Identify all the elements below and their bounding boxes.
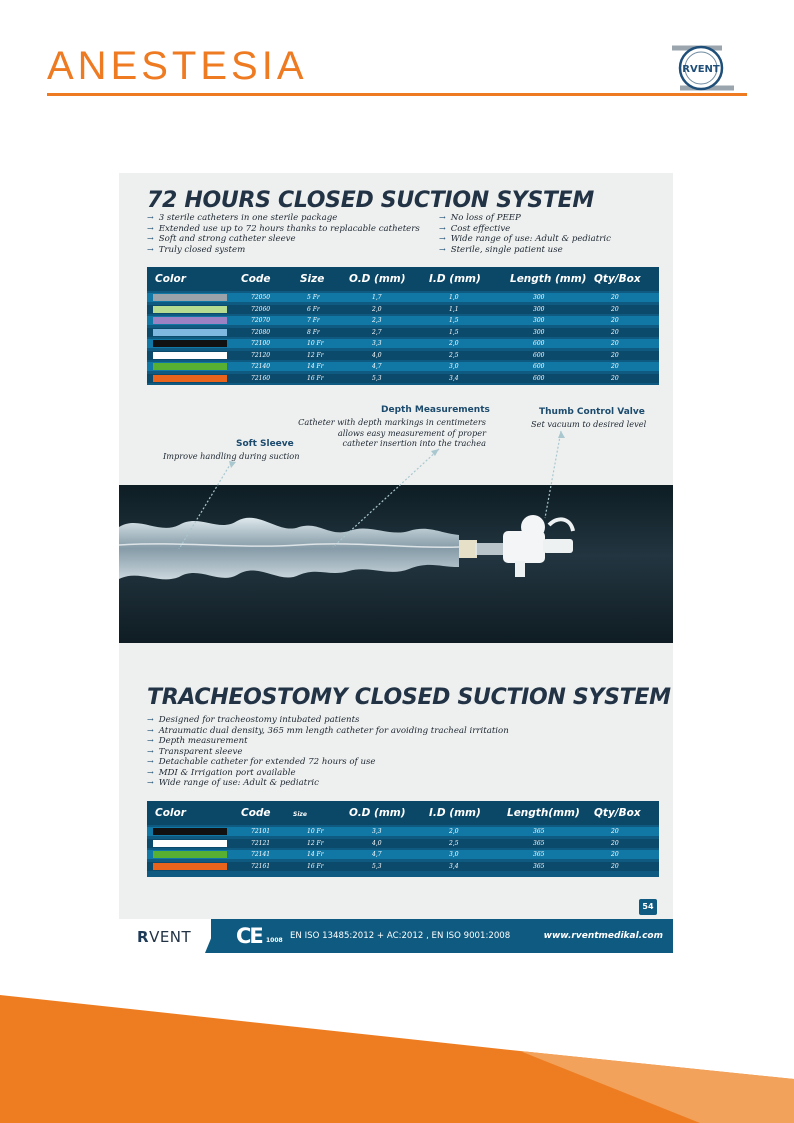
cell-id: 3,0	[449, 363, 459, 370]
cell-id: 3,4	[449, 862, 459, 870]
cell-id: 1,5	[449, 328, 459, 336]
cell-length: 600	[533, 374, 545, 382]
cell-code: 72101	[251, 828, 271, 835]
cell-qty: 20	[611, 340, 619, 347]
ce-number: 1008	[266, 937, 283, 944]
col-header-size: Size	[300, 273, 325, 285]
annotation-title-thumb: Thumb Control Valve	[539, 407, 645, 417]
cell-od: 5,3	[372, 862, 382, 870]
cell-length: 300	[533, 328, 545, 336]
cell-id: 3,0	[449, 851, 459, 858]
cell-code: 72070	[251, 317, 271, 324]
cell-code: 72141	[251, 851, 271, 858]
cell-qty: 20	[611, 294, 619, 301]
cell-od: 2,3	[372, 317, 382, 324]
cell-length: 600	[533, 351, 545, 359]
header-divider	[47, 93, 747, 96]
cell-size: 12 Fr	[307, 839, 324, 847]
cell-id: 2,0	[449, 828, 459, 835]
footer-logo-rest: VENT	[149, 928, 192, 946]
col-header-id: I.D (mm)	[429, 273, 481, 285]
cell-size: 8 Fr	[307, 328, 320, 336]
arrow-head-icon	[558, 431, 565, 438]
cell-length: 365	[533, 862, 545, 870]
feature-item: → Designed for tracheostomy intubated patients	[147, 715, 509, 726]
section-title-72h: 72 HOURS CLOSED SUCTION SYSTEM	[147, 188, 594, 213]
product-table-tracheostomy	[147, 801, 659, 877]
cell-code: 72140	[251, 363, 271, 370]
callout-arrows	[119, 173, 673, 573]
page-number: 54	[639, 899, 657, 915]
cell-length: 365	[533, 839, 545, 847]
cell-qty: 20	[611, 305, 619, 313]
cell-length: 600	[533, 340, 545, 347]
feature-item: → Soft and strong catheter sleeve	[147, 234, 420, 245]
feature-item: → Atraumatic dual density, 365 mm length catheter for avoiding tracheal irritation	[147, 726, 509, 737]
catalog-page	[119, 173, 673, 953]
cell-code: 72160	[251, 374, 271, 382]
cell-code: 72161	[251, 862, 271, 870]
cell-qty: 20	[611, 828, 619, 835]
table-row	[147, 850, 659, 859]
cell-od: 3,3	[372, 340, 382, 347]
color-swatch	[153, 840, 227, 847]
cell-od: 4,7	[372, 851, 382, 858]
cell-size: 10 Fr	[307, 828, 324, 835]
cell-qty: 20	[611, 839, 619, 847]
cell-length: 365	[533, 851, 545, 858]
table-row	[147, 862, 659, 871]
orange-wave-decoration	[0, 995, 794, 1123]
annotation-line: catheter insertion into the trachea	[342, 438, 486, 448]
cell-od: 1,7	[372, 294, 382, 301]
col-header-color: Color	[155, 273, 186, 285]
catalog-footer	[119, 919, 673, 953]
col-header-length: Length (mm)	[510, 273, 587, 285]
col-header-size: Size	[293, 811, 307, 818]
cell-code: 72100	[251, 340, 271, 347]
cell-size: 10 Fr	[307, 340, 324, 347]
annotation-title-depth: Depth Measurements	[381, 405, 490, 415]
cell-code: 72080	[251, 328, 271, 336]
cell-od: 3,3	[372, 828, 382, 835]
cell-id: 3,4	[449, 374, 459, 382]
annotation-line: Improve handling during suction	[163, 451, 300, 461]
cell-qty: 20	[611, 363, 619, 370]
arrow-head-icon	[229, 461, 236, 468]
cell-code: 72120	[251, 351, 271, 359]
cell-id: 1,5	[449, 317, 459, 324]
col-header-id: I.D (mm)	[429, 807, 481, 819]
cell-od: 2,7	[372, 328, 382, 336]
cell-code: 72060	[251, 305, 271, 313]
cell-code: 72050	[251, 294, 271, 301]
footer-band	[211, 919, 673, 953]
cell-od: 4,7	[372, 363, 382, 370]
col-header-od: O.D (mm)	[349, 273, 406, 285]
annotation-line: allows easy measurement of proper	[337, 427, 486, 438]
cell-length: 300	[533, 305, 545, 313]
cell-size: 16 Fr	[307, 374, 324, 382]
col-header-od: O.D (mm)	[349, 807, 406, 819]
cell-size: 6 Fr	[307, 305, 320, 313]
feature-item: → Detachable catheter for extended 72 hours of use	[147, 757, 509, 768]
cell-id: 2,5	[449, 839, 459, 847]
annotation-title-sleeve: Soft Sleeve	[236, 439, 294, 449]
feature-item: → 3 sterile catheters in one sterile package	[147, 213, 420, 224]
iso-certifications: EN ISO 13485:2012 + AC:2012 , EN ISO 9001:2008	[290, 931, 511, 941]
feature-item: → Extended use up to 72 hours thanks to replacable catheters	[147, 224, 420, 235]
feature-item: → Depth measurement	[147, 736, 509, 747]
cell-size: 7 Fr	[307, 317, 320, 324]
col-header-code: Code	[241, 273, 271, 285]
col-header-qty: Qty/Box	[594, 273, 641, 285]
table-row	[147, 839, 659, 848]
cell-id: 1,0	[449, 294, 459, 301]
rvent-logo	[662, 42, 740, 94]
cell-id: 1,1	[449, 305, 459, 313]
feature-item: → MDI & Irrigation port available	[147, 768, 509, 779]
annotation-line: Set vacuum to desired level	[531, 419, 647, 429]
cell-qty: 20	[611, 317, 619, 324]
cell-od: 4,0	[372, 839, 382, 847]
page-title: ANESTESIA	[47, 44, 308, 88]
feature-item: → Sterile, single patient use	[439, 245, 611, 256]
section-title-tracheostomy: TRACHEOSTOMY CLOSED SUCTION SYSTEM	[147, 685, 671, 710]
cell-length: 300	[533, 317, 545, 324]
cell-id: 2,5	[449, 351, 459, 359]
cell-od: 4,0	[372, 351, 382, 359]
footer-logo	[137, 928, 191, 946]
logo-text: RVENT	[682, 64, 720, 75]
cell-qty: 20	[611, 851, 619, 858]
ce-mark-icon: CE	[236, 924, 262, 948]
cell-size: 16 Fr	[307, 862, 324, 870]
footer-logo-r: R	[137, 928, 150, 946]
col-header-color: Color	[155, 807, 186, 819]
annotation-line: Catheter with depth markings in centimeters	[298, 417, 486, 427]
table-header	[147, 801, 659, 825]
website-link[interactable]: www.rventmedikal.com	[543, 931, 663, 941]
cell-od: 5,3	[372, 374, 382, 382]
table-row	[147, 827, 659, 836]
feature-item: → Wide range of use: Adult & pediatric	[439, 234, 611, 245]
color-swatch	[153, 851, 227, 858]
cell-qty: 20	[611, 374, 619, 382]
feature-item: → Truly closed system	[147, 245, 420, 256]
cell-length: 300	[533, 294, 545, 301]
feature-item: → Wide range of use: Adult & pediatric	[147, 778, 509, 789]
cell-qty: 20	[611, 862, 619, 870]
feature-item: → Cost effective	[439, 224, 611, 235]
feature-item: → Transparent sleeve	[147, 747, 509, 758]
col-header-qty: Qty/Box	[594, 807, 641, 819]
color-swatch	[153, 828, 227, 835]
cell-od: 2,0	[372, 305, 382, 313]
cell-code: 72121	[251, 839, 271, 847]
cell-qty: 20	[611, 328, 619, 336]
cell-length: 365	[533, 828, 545, 835]
cell-id: 2,0	[449, 340, 459, 347]
cell-size: 5 Fr	[307, 294, 320, 301]
cell-size: 14 Fr	[307, 851, 324, 858]
cell-qty: 20	[611, 351, 619, 359]
cell-size: 12 Fr	[307, 351, 324, 359]
feature-list-tracheostomy	[147, 715, 509, 789]
col-header-code: Code	[241, 807, 271, 819]
color-swatch	[153, 863, 227, 870]
cell-size: 14 Fr	[307, 363, 324, 370]
cell-length: 600	[533, 363, 545, 370]
col-header-length: Length(mm)	[507, 807, 580, 819]
feature-item: → No loss of PEEP	[439, 213, 611, 224]
